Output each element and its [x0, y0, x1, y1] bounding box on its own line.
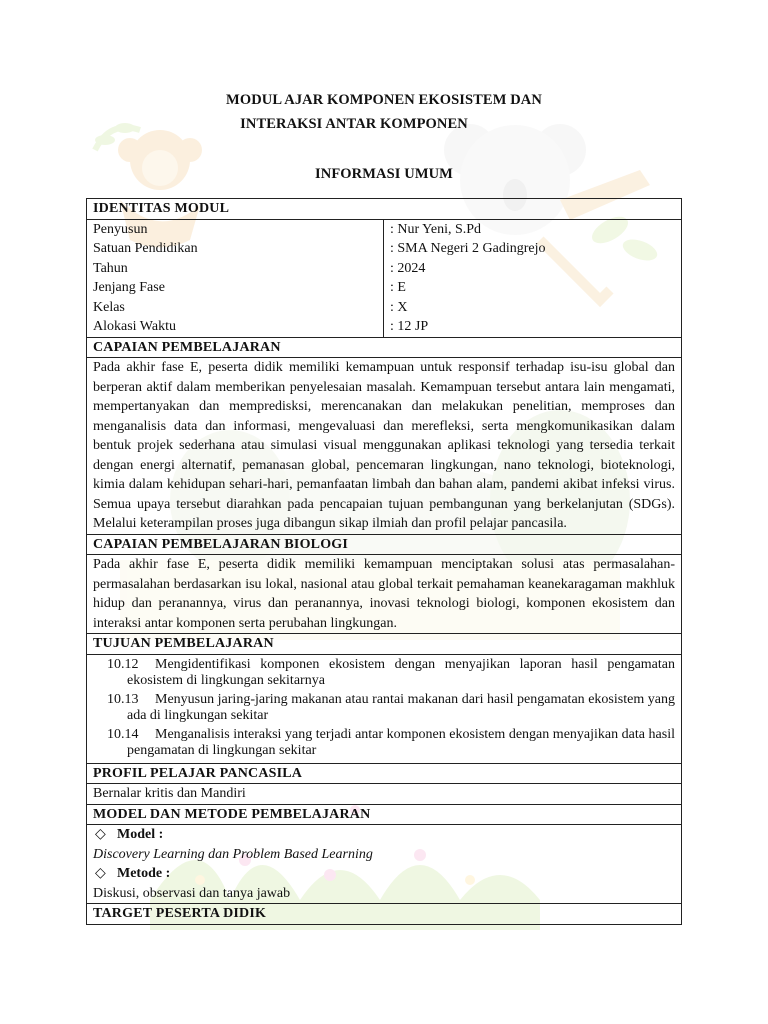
- value-jenjang-fase: : E: [390, 278, 675, 298]
- tujuan-item: [103, 657, 675, 690]
- label-kelas: Kelas: [93, 299, 125, 315]
- label-tahun: Tahun: [93, 260, 128, 276]
- metode-row: [93, 864, 675, 884]
- capaian-biologi-text: Pada akhir fase E, peserta didik memiliki kemampuan menciptakan solusi atas permasalahan-permasalahan berdasarkan isu lokal, nasional atau global terkait pemahaman keanekaragaman makhluk hidup dan peranannya, virus dan peranannya, inovasi teknologi biologi, komponen ekosistem dan interaksi antar komponen serta perubahan lingkungan.: [87, 555, 682, 634]
- label-satuan-pendidikan: Satuan Pendidikan: [93, 241, 198, 256]
- value-penyusun: : Nur Yeni, S.Pd: [390, 220, 675, 240]
- capaian-text: Pada akhir fase E, peserta didik memiliki kemampuan untuk responsif terhadap isu-isu global dan berperan aktif dalam memberikan penyelesaian masalah. Kemampuan tersebut antara lain mengamati, mempertanyakan dan mempredisksi, merencanakan dan melakukan penelitian, memproses dan menganalisis data dan informasi, mengevaluasi dan merefleksi, serta mengkomunikasikan dalam bentuk projek sederhana atau simulasi visual menggunakan aplikasi teknologi yang tersedia terkait dengan energi alternatif, pemanasan global, pencemaran lingkungan, nano teknologi, bioteknologi, kimia dalam kehidupan sehari-hari, pemanfaatan limbah dan bahan alam, pandemi akibat infeksi virus. Semua upaya tersebut diarahkan pada pencapaian tujuan pembangunan yang berkelanjutan (SDGs). Melalui keterampilan proses juga dibangun sikap ilmiah dan profil pelajar pancasila.: [87, 358, 682, 535]
- label-penyusun: Penyusun: [93, 221, 148, 237]
- model-header: MODEL DAN METODE PEMBELAJARAN: [87, 804, 682, 825]
- model-row: [93, 825, 675, 845]
- diamond-bullet-icon: ◇: [95, 827, 106, 842]
- metode-label: Metode :: [117, 866, 171, 881]
- identitas-values-cell: [384, 219, 682, 337]
- value-satuan-pendidikan: : SMA Negeri 2 Gadingrejo: [390, 239, 675, 259]
- value-tahun: : 2024: [390, 259, 675, 279]
- tujuan-item-number: 10.13: [107, 691, 139, 707]
- tujuan-list-cell: [87, 654, 682, 763]
- label-alokasi-waktu: Alokasi Waktu: [93, 319, 176, 334]
- tujuan-item-number: 10.14: [107, 726, 139, 742]
- identitas-header: IDENTITAS MODUL: [87, 199, 682, 220]
- value-kelas: : X: [390, 298, 675, 318]
- profil-header: PROFIL PELAJAR PANCASILA: [87, 763, 682, 784]
- tujuan-header: TUJUAN PEMBELAJARAN: [87, 634, 682, 655]
- model-label: Model :: [117, 827, 164, 842]
- value-alokasi-waktu: : 12 JP: [390, 317, 675, 337]
- section-title: INFORMASI UMUM: [315, 166, 453, 182]
- capaian-header: CAPAIAN PEMBELAJARAN: [87, 337, 682, 358]
- model-cell: [87, 825, 682, 904]
- tujuan-item-text: Menyusun jaring-jaring makanan atau rantai makanan dari hasil pengamatan ekosistem yang ada di lingkungan sekitar: [127, 691, 675, 723]
- tujuan-item-number: 10.12: [107, 656, 139, 672]
- tujuan-item: [103, 692, 675, 725]
- metode-value: Diskusi, observasi dan tanya jawab: [93, 885, 291, 901]
- model-value: Discovery Learning dan Problem Based Learning: [93, 846, 373, 862]
- tujuan-item-text: Menganalisis interaksi yang terjadi antar komponen ekosistem dengan menyajikan data hasil pengamatan di lingkungan sekitar: [127, 726, 675, 758]
- capaian-biologi-header: CAPAIAN PEMBELAJARAN BIOLOGI: [87, 534, 682, 555]
- document-title-line2: INTERAKSI ANTAR KOMPONEN: [240, 116, 468, 132]
- module-info-table: [86, 198, 682, 925]
- diamond-bullet-icon: ◇: [95, 866, 106, 881]
- document-title-line1: MODUL AJAR KOMPONEN EKOSISTEM DAN: [226, 92, 542, 108]
- tujuan-list: [93, 657, 675, 760]
- profil-text: Bernalar kritis dan Mandiri: [87, 784, 682, 805]
- label-jenjang-fase: Jenjang Fase: [93, 280, 165, 295]
- tujuan-item: [103, 727, 675, 760]
- identitas-labels-cell: [87, 219, 384, 337]
- tujuan-item-text: Mengidentifikasi komponen ekosistem dengan menyajikan laporan hasil pengamatan ekosistem di lingkungan sekitarnya: [127, 656, 675, 688]
- target-header: TARGET PESERTA DIDIK: [87, 904, 682, 925]
